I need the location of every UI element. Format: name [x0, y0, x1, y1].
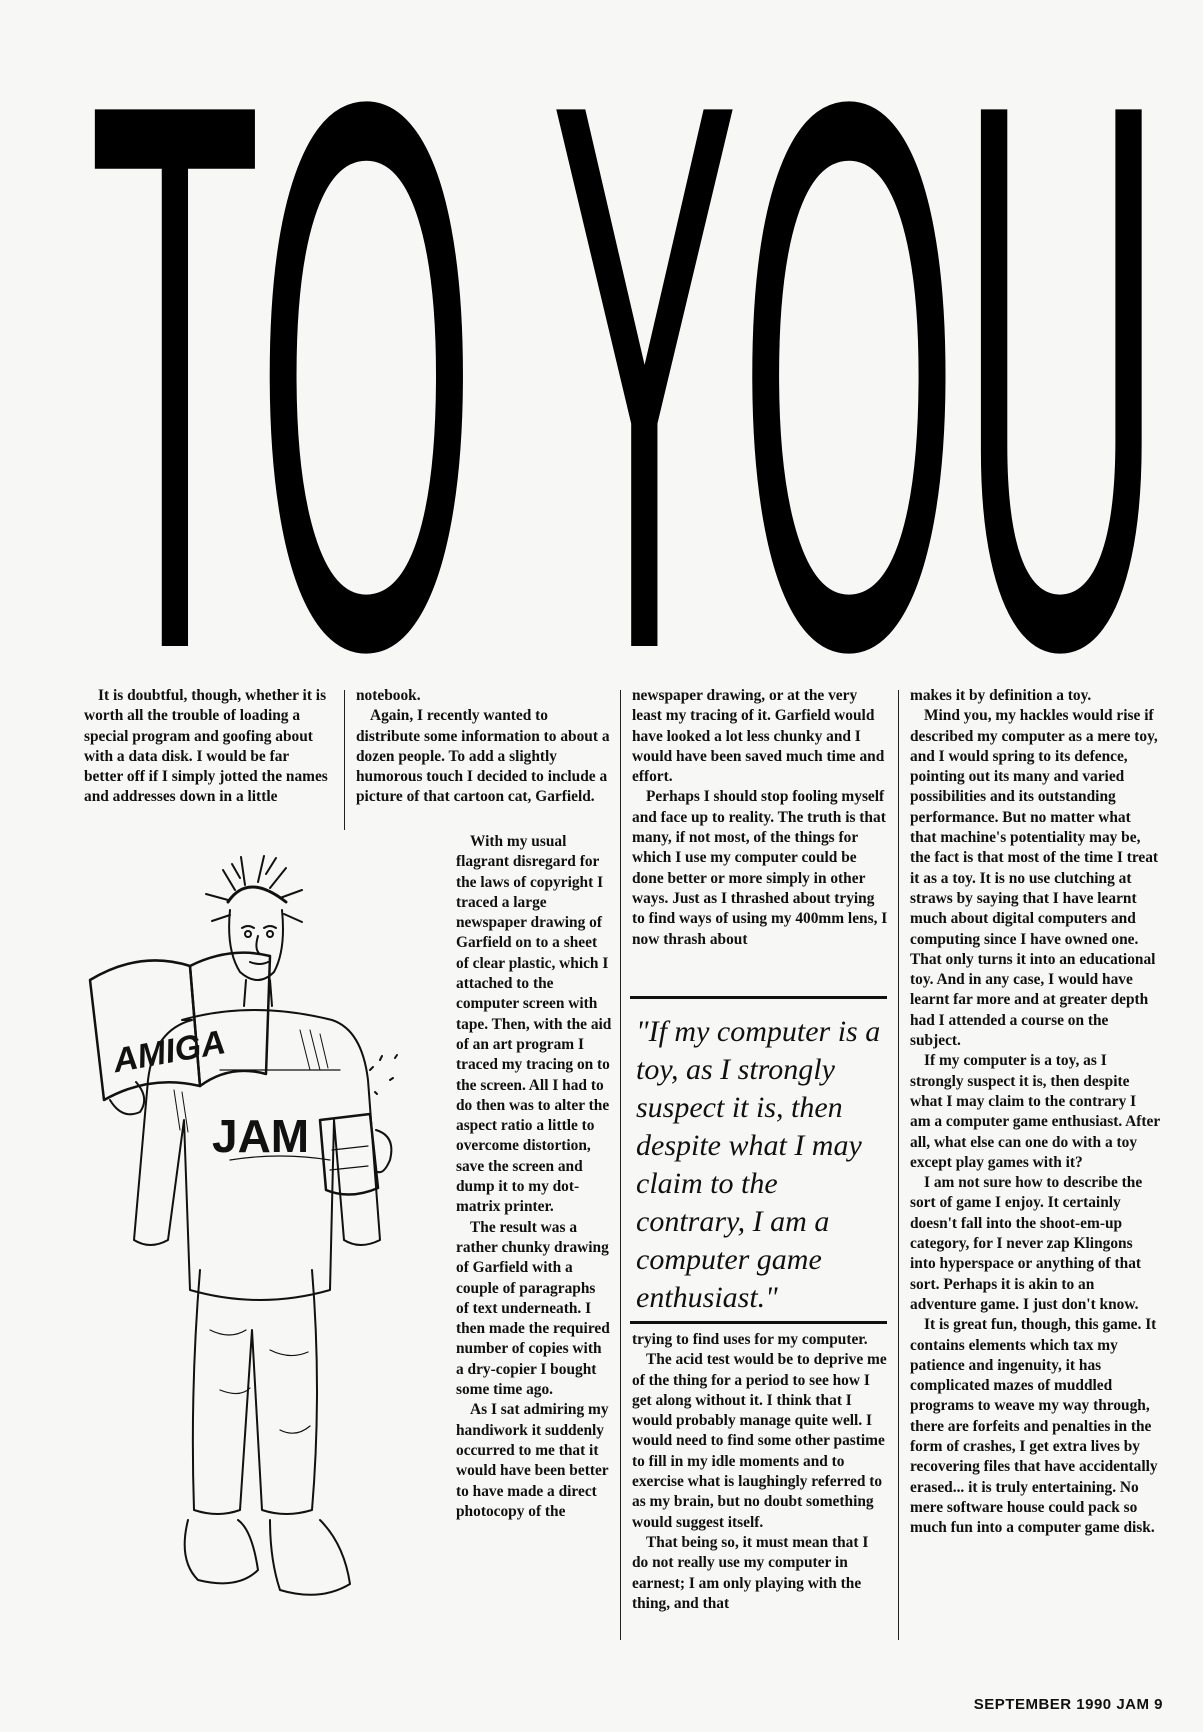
paragraph: As I sat admiring my handiwork it suddenly occurred to me that it would have been better to have made a direct photocopy of the — [456, 1401, 609, 1520]
paragraph: trying to find uses for my computer. — [632, 1331, 868, 1348]
paragraph: It is great fun, though, this game. It contains elements which tax my patience and ingenuity, it has complicated mazes of muddled programs to weave my way through, there are forfeits and penalties in the form of crashes, I get extra lives by recovering files that have accidentally erased... it is truly entertaining. No mere software house could pack so much fun into a computer game disk. — [910, 1316, 1158, 1537]
paragraph: That being so, it must mean that I do not really use my computer in earnest; I am only playing with the thing, and that — [632, 1533, 869, 1612]
column-2-bottom — [456, 832, 612, 1522]
paragraph: The result was a rather chunky drawing of Garfield with a couple of paragraphs of text underneath. I then made the required number of copies with a dry-copier I bought some time ago. — [456, 1218, 610, 1399]
paragraph: I am not sure how to describe the sort of game I enjoy. It certainly doesn't fall into the shoot-em-up category, for I never zap Klingons into hyperspace or anything of that sort. Perhaps it is akin to an adventure game. I just don't know. — [910, 1174, 1143, 1313]
sweater-label: JAM — [212, 1110, 310, 1162]
paragraph: notebook. — [356, 687, 421, 704]
paragraph: Again, I recently wanted to distribute some information to about a dozen people. To add a slightly humorous touch I decided to include a picture of that cartoon cat, Garfield. — [356, 707, 610, 806]
man-reading-illustration — [70, 830, 460, 1650]
paragraph: If my computer is a toy, as I strongly suspect it is, then despite what I may claim to the contrary I am a computer game enthusiast. After all, what else can one do with a toy except play games with it? — [910, 1052, 1160, 1171]
paragraph: The acid test would be to deprive me of the thing for a period to see how I get along without it. I think that I would probably manage quite well. I would need to find some other pastime to fill in my idle moments and to exercise what is laughingly referred to as my brain, but no doubt something would suggest itself. — [632, 1351, 887, 1531]
paragraph: With my usual flagrant disregard for the laws of copyright I traced a large newspaper drawing of Garfield on to a sheet of clear plastic, which I attached to the computer screen with tape. Then, with the aid of an art program I traced my tracing on to the screen. All I had to do then was to alter the aspect ratio a little to overcome distortion, save the screen and dump it to my dot-matrix printer. — [456, 833, 612, 1216]
paragraph: newspaper drawing, or at the very least my tracing of it. Garfield would have looked a lot less chunky and I would have been saved much time and effort. — [632, 687, 885, 786]
column-4 — [910, 686, 1160, 1538]
pull-quote-text: "If my computer is a toy, as I strongly suspect it is, then despite what I may claim to the contrary, I am a computer game enthusiast." — [636, 1015, 881, 1314]
column-rule — [620, 690, 621, 1640]
paragraph: Perhaps I should stop fooling myself and face up to reality. The truth is that many, if not most, of the things for which I use my computer could be done better or more simply in other ways. Just as I thrashed about trying to find ways of using my 400mm lens, I now thrash about — [632, 788, 888, 948]
headline-text: TO YOU — [88, 46, 1164, 686]
magazine-label: AMIGA — [110, 1023, 229, 1081]
column-1 — [84, 686, 330, 808]
column-rule — [344, 690, 345, 830]
pull-quote — [630, 996, 887, 1324]
headline — [86, 46, 1166, 686]
paragraph: Mind you, my hackles would rise if described my computer as a mere toy, and I would spring to its defence, pointing out its many and varied possibilities and its outstanding performance. But no matter what that machine's potentiality may be, the fact is that most of the time I treat it as a toy. It is no use clutching at straws by saying that I have learnt much about digital computers and computing since I have owned one. That only turns it into an educational toy. And in any case, I would have learnt far more and at greater depth had I attended a course on the subject. — [910, 707, 1159, 1050]
paragraph: It is doubtful, though, whether it is worth all the trouble of loading a special program and goofing about with a data disk. I would be far better off if I simply jotted the names and addresses down in a little — [84, 687, 328, 806]
column-2-top — [356, 686, 610, 808]
column-rule — [898, 690, 899, 1640]
column-3-top — [632, 686, 888, 950]
column-3-bottom — [632, 1330, 888, 1614]
page-footer: SEPTEMBER 1990 JAM 9 — [973, 1696, 1163, 1713]
paragraph: makes it by definition a toy. — [910, 687, 1092, 704]
